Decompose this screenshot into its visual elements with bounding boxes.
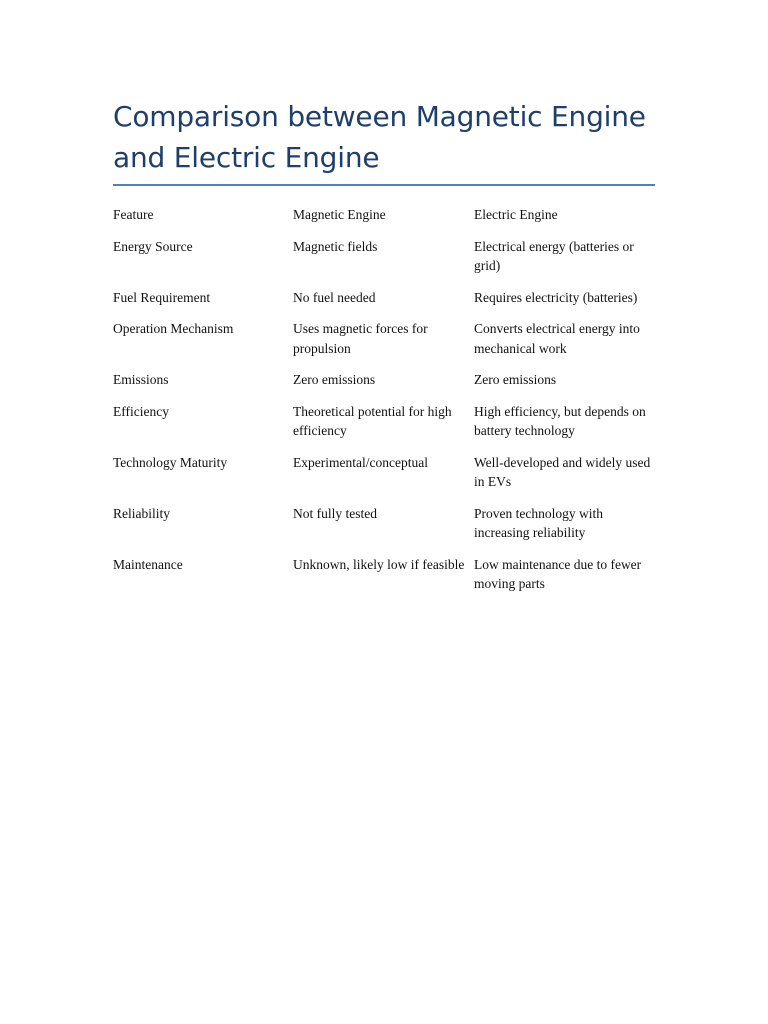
magnetic-cell: Theoretical potential for high efficiency xyxy=(293,403,452,438)
magnetic-cell: Zero emissions xyxy=(293,372,376,387)
feature-cell: Fuel Requirement xyxy=(113,289,211,305)
feature-cell: Emissions xyxy=(113,372,169,387)
comparison-table xyxy=(113,205,655,594)
feature-cell: Reliability xyxy=(113,505,170,521)
table-row xyxy=(113,453,655,492)
table-row xyxy=(113,504,655,543)
feature-cell: Energy Source xyxy=(113,238,193,254)
table-row xyxy=(113,319,655,358)
document-title xyxy=(113,96,654,178)
feature-cell: Technology Maturity xyxy=(113,454,228,470)
electric-cell: Electrical energy (batteries or grid) xyxy=(474,238,634,273)
electric-cell: Proven technology with increasing reliability xyxy=(474,505,603,540)
electric-cell: Well-developed and widely used in EVs xyxy=(474,454,651,489)
table-row xyxy=(113,237,655,276)
feature-cell: Efficiency xyxy=(113,403,169,419)
electric-cell: Converts electrical energy into mechanical work xyxy=(474,321,640,356)
magnetic-cell: Unknown, likely low if feasible xyxy=(293,556,465,572)
table-row xyxy=(113,402,655,441)
title-line-1: Comparison between Magnetic Engine xyxy=(113,100,646,133)
electric-cell: High efficiency, but depends on battery technology xyxy=(474,403,646,438)
electric-cell: Requires electricity (batteries) xyxy=(474,289,638,305)
electric-cell: Low maintenance due to fewer moving parts xyxy=(474,556,642,591)
feature-cell: Maintenance xyxy=(113,556,183,572)
header-feature: Feature xyxy=(113,207,154,222)
table-row xyxy=(113,370,655,390)
title-underline xyxy=(113,184,655,186)
electric-cell: Zero emissions xyxy=(474,372,557,387)
table-header-row xyxy=(113,205,655,225)
magnetic-cell: Uses magnetic forces for propulsion xyxy=(293,321,428,356)
magnetic-cell: Not fully tested xyxy=(293,505,377,521)
header-electric-engine: Electric Engine xyxy=(474,207,558,222)
table-row xyxy=(113,555,655,594)
header-magnetic-engine: Magnetic Engine xyxy=(293,207,386,222)
magnetic-cell: Experimental/conceptual xyxy=(293,454,428,470)
magnetic-cell: Magnetic fields xyxy=(293,238,378,254)
table-row xyxy=(113,288,655,308)
magnetic-cell: No fuel needed xyxy=(293,289,376,305)
feature-cell: Operation Mechanism xyxy=(113,321,234,336)
title-line-2: and Electric Engine xyxy=(113,141,380,174)
